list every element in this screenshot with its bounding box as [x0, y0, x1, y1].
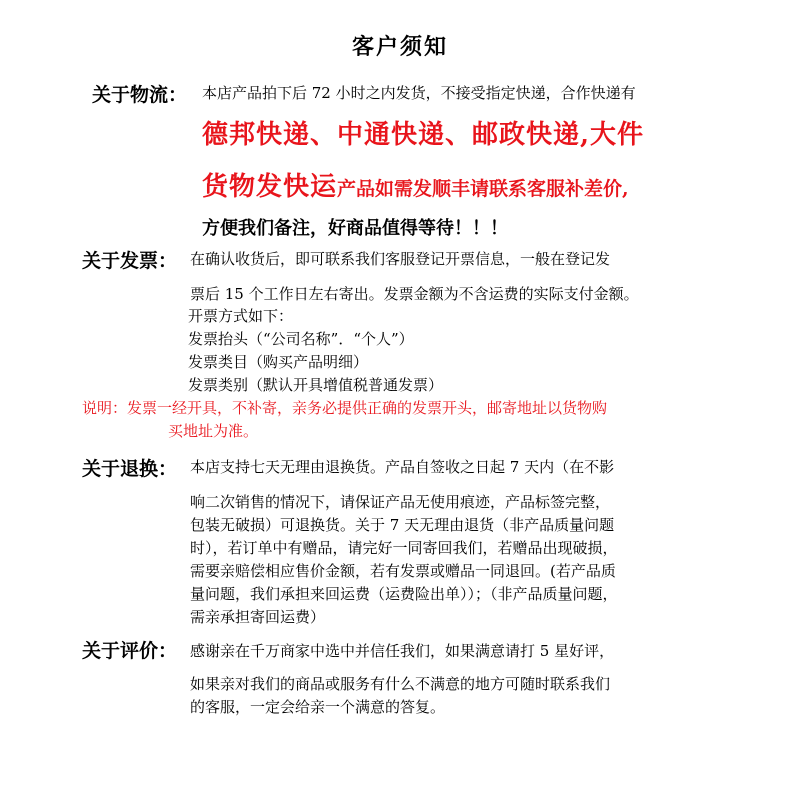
invoice-line-4: 发票抬头（“公司名称”．“个人”） — [188, 330, 414, 348]
logistics-sf-note: 产品如需发顺丰请联系客服补差价, — [337, 178, 629, 200]
review-line-2: 如果亲对我们的商品或服务有什么不满意的地方可随时联系我们 — [190, 675, 611, 693]
logistics-heading: 关于物流： — [92, 84, 188, 106]
review-heading: 关于评价： — [82, 640, 178, 662]
invoice-line-6: 发票类别（默认开具增值税普通发票） — [188, 376, 444, 394]
logistics-bulky-label: 货物发快运 — [202, 172, 338, 202]
page-title: 客户须知 — [351, 34, 448, 60]
returns-line-4: 时），若订单中有赠品，请完好一同寄回我们，若赠品出现破损， — [190, 539, 618, 557]
invoice-line-3: 开票方式如下： — [188, 307, 294, 325]
review-line-3: 的客服，一定会给亲一个满意的答复。 — [190, 698, 446, 716]
returns-line-2: 响二次销售的情况下，请保证产品无使用痕迹，产品标签完整， — [190, 493, 611, 511]
logistics-couriers: 德邦快递、中通快递、邮政快递,大件 — [202, 120, 645, 150]
logistics-bulky-note — [202, 166, 629, 203]
logistics-line-1: 本店产品拍下后 72 小时之内发货，不接受指定快递，合作快递有 — [202, 84, 636, 102]
invoice-line-2: 票后 15 个工作日左右寄出。发票金额为不含运费的实际支付金额。 — [190, 285, 639, 303]
returns-line-7: 需亲承担寄回运费） — [190, 608, 326, 626]
review-line-1: 感谢亲在千万商家中选中并信任我们，如果满意请打 5 星好评， — [190, 642, 615, 660]
invoice-line-1: 在确认收货后，即可联系我们客服登记开票信息，一般在登记发 — [190, 250, 611, 268]
returns-line-6: 量问题，我们承担来回运费（运费险出单））；（非产品质量问题， — [190, 585, 618, 603]
returns-line-5: 需要亲赔偿相应售价金额，若有发票或赠品一同退回。(若产品质 — [190, 562, 616, 580]
returns-line-3: 包装无破损）可退换货。关于 7 天无理由退货（非产品质量问题 — [190, 516, 615, 534]
invoice-heading: 关于发票： — [82, 250, 178, 272]
returns-heading: 关于退换： — [82, 458, 178, 480]
invoice-line-5: 发票类目（购买产品明细） — [188, 353, 369, 371]
invoice-note-line-1: 说明：发票一经开具，不补寄，亲务必提供正确的发票开头，邮寄地址以货物购 — [82, 399, 608, 417]
invoice-note-line-2: 买地址为准。 — [168, 422, 259, 440]
logistics-emphasis: 方便我们备注，好商品值得等待！！！ — [202, 218, 508, 239]
returns-line-1: 本店支持七天无理由退换货。产品自签收之日起 7 天内（在不影 — [190, 458, 615, 476]
